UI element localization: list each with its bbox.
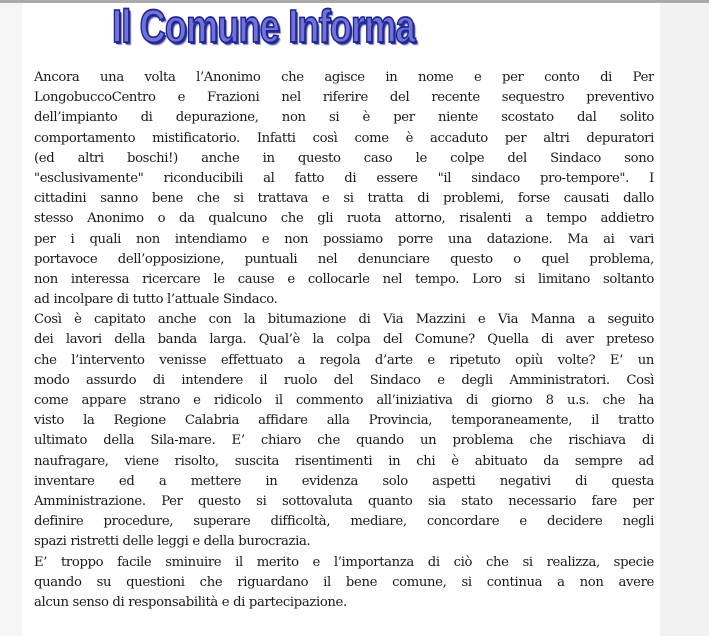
text-line: modo assurdo di intendere il ruolo del Sindaco e degli Amministratori. Così bbox=[34, 372, 654, 388]
document-title: Il Comune Informa bbox=[112, 1, 415, 53]
text-line: per i quali non intendiamo e non possiamo porre una datazione. Ma ai vari bbox=[34, 231, 654, 247]
text-line: LongobuccoCentro e Frazioni nel riferire del recente sequestro preventivo bbox=[34, 90, 654, 106]
article-body bbox=[34, 68, 654, 613]
text-line: E’ troppo facile sminuire il merito e l’importanza di ciò che si realizza, specie bbox=[34, 554, 654, 570]
text-line: naufragare, viene risolto, suscita risentimenti in chi è abituato da sempre ad bbox=[34, 453, 654, 469]
text-line: comportamento mistificatorio. Infatti così come è accaduto per altri depuratori bbox=[34, 130, 654, 146]
text-line: (ed altri boschi!) anche in questo caso le colpe del Sindaco sono bbox=[34, 150, 654, 166]
text-line: quando su questioni che riguardano il bene comune, si continua a non avere bbox=[34, 574, 654, 590]
text-line: cittadini sanno bene che si trattava e si tratta di problemi, forse causati dallo bbox=[34, 191, 654, 207]
text-line: non interessa ricercare le cause e collocarle nel tempo. Loro si limitano soltanto bbox=[34, 271, 654, 287]
text-line: Ancora una volta l’Anonimo che agisce in nome e per conto di Per bbox=[34, 70, 654, 85]
text-line: "esclusivamente" riconducibili al fatto di essere "il sindaco pro-tempore". I bbox=[34, 170, 654, 186]
left-margin bbox=[0, 3, 22, 636]
text-line: che l’intervento venisse effettuato a regola d’arte e ripetuto opiù volte? E’ un bbox=[34, 352, 654, 368]
text-line: inventare ed a mettere in evidenza solo aspetti negativi di questa bbox=[34, 473, 654, 489]
text-line: alcun senso di responsabilità e di partecipazione. bbox=[34, 594, 347, 610]
text-line: ultimato della Sila-mare. E’ chiaro che quando un problema che rischiava di bbox=[34, 433, 654, 449]
text-line: visto la Regione Calabria affidare alla Provincia, temporaneamente, il tratto bbox=[34, 413, 654, 429]
text-line: definire procedure, superare difficoltà, mediare, concordare e decidere negli bbox=[34, 514, 654, 530]
text-line: dell’impianto di depurazione, non si è per niente scostato dal solito bbox=[34, 110, 654, 126]
text-line: dei lavori della banda larga. Qual’è la colpa del Comune? Quella di aver preteso bbox=[34, 332, 654, 348]
text-line: ad incolpare di tutto l’attuale Sindaco. bbox=[34, 292, 278, 308]
text-line: stesso Anonimo o da qualcuno che gli ruota attorno, risalenti a tempo addietro bbox=[34, 211, 654, 227]
text-line: come appare strano e ridicolo il commento all’iniziativa di giorno 8 u.s. che ha bbox=[34, 393, 654, 408]
right-margin bbox=[660, 3, 709, 636]
text-line: portavoce dell’opposizione, puntuali nel denunciare questo o quel problema, bbox=[34, 251, 654, 267]
text-line: Così è capitato anche con la bitumazione di Via Mazzini e Via Manna a seguito bbox=[34, 312, 654, 328]
text-line: spazi ristretti delle leggi e della burocrazia. bbox=[34, 534, 311, 550]
text-line: Amministrazione. Per questo si sottovaluta quanto sia stato necessario fare per bbox=[34, 493, 654, 509]
